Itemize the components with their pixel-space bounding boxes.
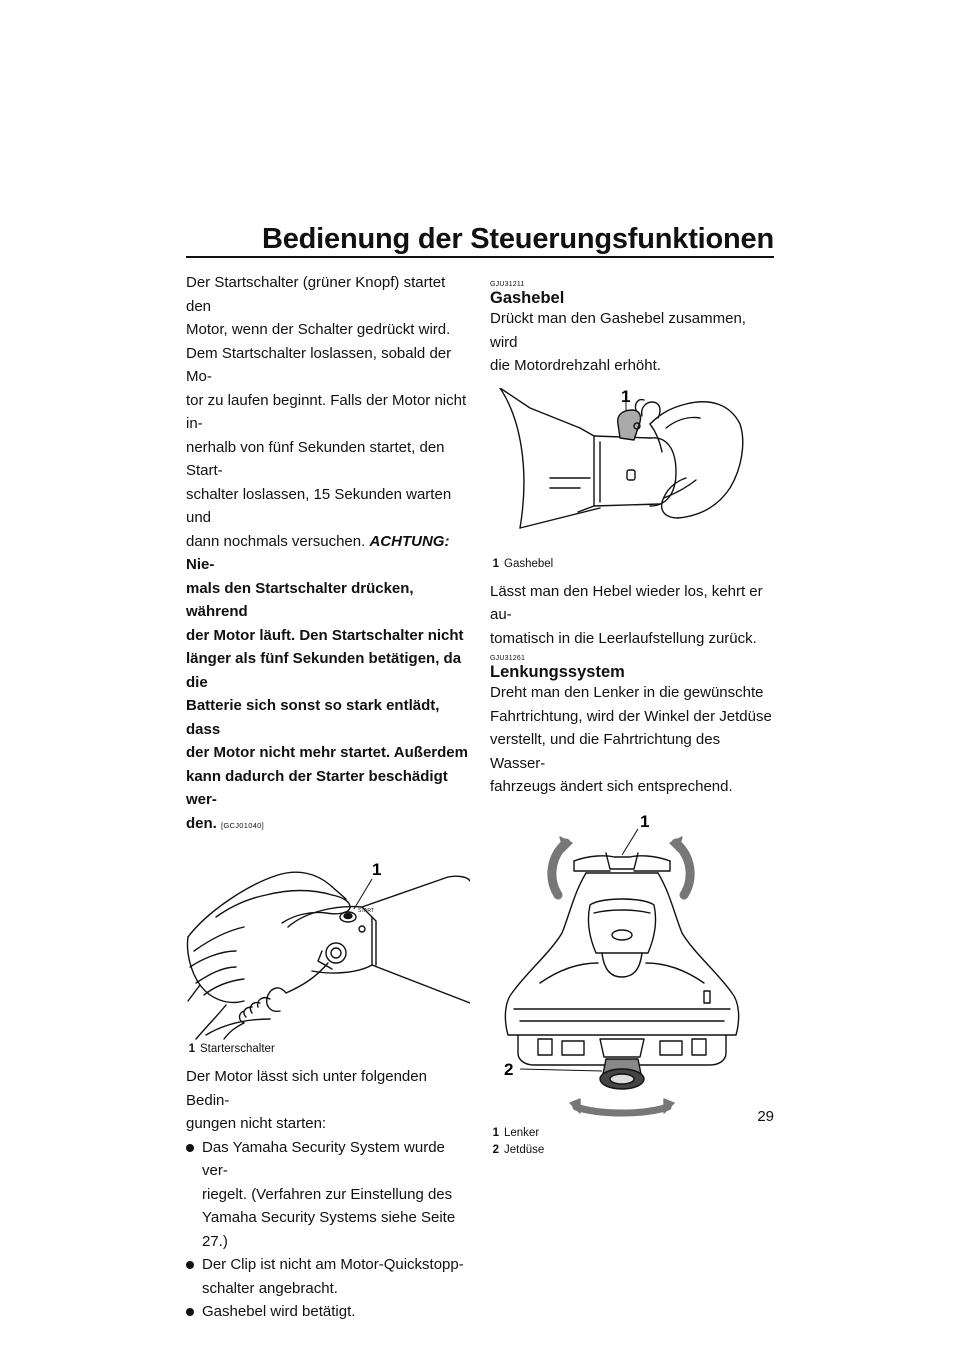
title-rule [186, 256, 774, 258]
left-column [186, 271, 470, 1324]
bullet-line: Der Clip ist nicht am Motor-Quickstopp- [202, 1256, 464, 1273]
text-line: verstellt, und die Fahrtrichtung des Wasser- [490, 731, 721, 772]
warning-line: Batterie sich sonst so stark entlädt, dass [186, 697, 440, 738]
text-line: Lässt man den Hebel wieder los, kehrt er au- [490, 582, 763, 623]
text-line: Dreht man den Lenker in die gewünschte [490, 684, 764, 701]
list-item [186, 1300, 470, 1324]
callout-1: 1 [372, 860, 382, 879]
list-item [186, 1253, 470, 1300]
text-line: tomatisch in die Leerlaufstellung zurück. [490, 629, 757, 647]
text-line: Drückt man den Gashebel zusammen, wird [490, 310, 746, 351]
text-line: die Motordrehzahl erhöht. [490, 357, 661, 374]
text-line: Der Startschalter (grüner Knopf) startet den [186, 274, 446, 315]
callout-1: 1 [640, 812, 650, 831]
throttle-release-paragraph [490, 580, 774, 651]
steering-illustration [490, 813, 774, 1125]
throttle-illustration [490, 388, 774, 556]
callout-2: 2 [504, 1059, 514, 1079]
text-line: tor zu laufen beginnt. Falls der Motor nicht in- [186, 391, 467, 432]
conditions-list [186, 1136, 470, 1324]
bullet-icon [186, 1261, 194, 1269]
page-number: 29 [757, 1108, 774, 1125]
bullet-line: Das Yamaha Security System wurde ver- [202, 1138, 445, 1179]
text-line: Der Motor lässt sich unter folgenden Bedin- [186, 1068, 427, 1109]
right-column [490, 271, 774, 1159]
text-line [186, 812, 470, 838]
caption-text: Starterschalter [200, 1043, 275, 1055]
bullet-icon [186, 1144, 194, 1152]
warning-end: den. [186, 814, 217, 832]
text-line: gungen nicht starten: [186, 1115, 327, 1132]
list-item [186, 1136, 470, 1254]
text-line: fahrzeugs ändert sich entsprechend. [490, 778, 733, 795]
intro-last: dann nochmals versuchen. [186, 532, 366, 550]
bullet-icon [186, 1308, 194, 1316]
section-heading-lenkungssystem: Lenkungssystem [490, 663, 625, 681]
warning-line: der Motor nicht mehr startet. Außerdem [186, 744, 468, 761]
caption-number: 1 [188, 1043, 195, 1055]
warning-line: länger als fünf Sekunden betätigen, da die [186, 650, 462, 691]
callout-1: 1 [621, 387, 631, 406]
switch-label: START [358, 908, 374, 914]
text-line: schalter loslassen, 15 Sekunden warten und [186, 485, 452, 526]
warning-line: kann dadurch der Starter beschädigt wer- [186, 767, 448, 808]
figure-caption [490, 556, 774, 573]
figure-steering [490, 813, 774, 1125]
figure-caption [490, 1125, 774, 1142]
text-line: Motor, wenn der Schalter gedrückt wird. [186, 321, 451, 338]
bullet-line: Yamaha Security Systems siehe Seite 27.) [202, 1209, 456, 1250]
warning-code: [GCJ01040] [221, 820, 265, 830]
figure-caption [490, 1142, 774, 1159]
text-line [186, 530, 470, 577]
warning-line: der Motor läuft. Den Startschalter nicht [186, 626, 464, 644]
section-ref: GJU31261 [490, 655, 526, 662]
intro-paragraph [186, 271, 470, 837]
bullet-line: schalter angebracht. [202, 1279, 338, 1297]
figure-throttle [490, 388, 774, 556]
bullet-line: Gashebel wird betätigt. [202, 1303, 356, 1320]
page-title: Bedienung der Steuerungsfunktionen [262, 223, 774, 255]
warning-start: Nie- [186, 556, 215, 573]
achtung-label: ACHTUNG: [369, 532, 450, 550]
bullet-line: riegelt. (Verfahren zur Einstellung des [202, 1185, 453, 1203]
conditions-paragraph [186, 1065, 470, 1136]
figure-caption [186, 1041, 470, 1058]
starter-switch-illustration [186, 855, 470, 1041]
text-line: nerhalb von fünf Sekunden startet, den Start- [186, 438, 445, 479]
caption-text: Gashebel [504, 557, 554, 570]
text-line: Dem Startschalter loslassen, sobald der Mo- [186, 344, 452, 385]
figure-starter-switch [186, 855, 470, 1041]
caption-text: Lenker [504, 1126, 540, 1139]
caption-text: Jetdüse [504, 1143, 545, 1156]
section-ref: GJU31211 [490, 281, 525, 288]
caption-number: 1 [492, 557, 499, 570]
warning-line: mals den Startschalter drücken, während [186, 579, 414, 620]
caption-number: 1 [492, 1126, 499, 1139]
caption-number: 2 [492, 1143, 499, 1156]
text-line: Fahrtrichtung, wird der Winkel der Jetdüse [490, 707, 772, 725]
section-heading-gashebel: Gashebel [490, 289, 565, 307]
